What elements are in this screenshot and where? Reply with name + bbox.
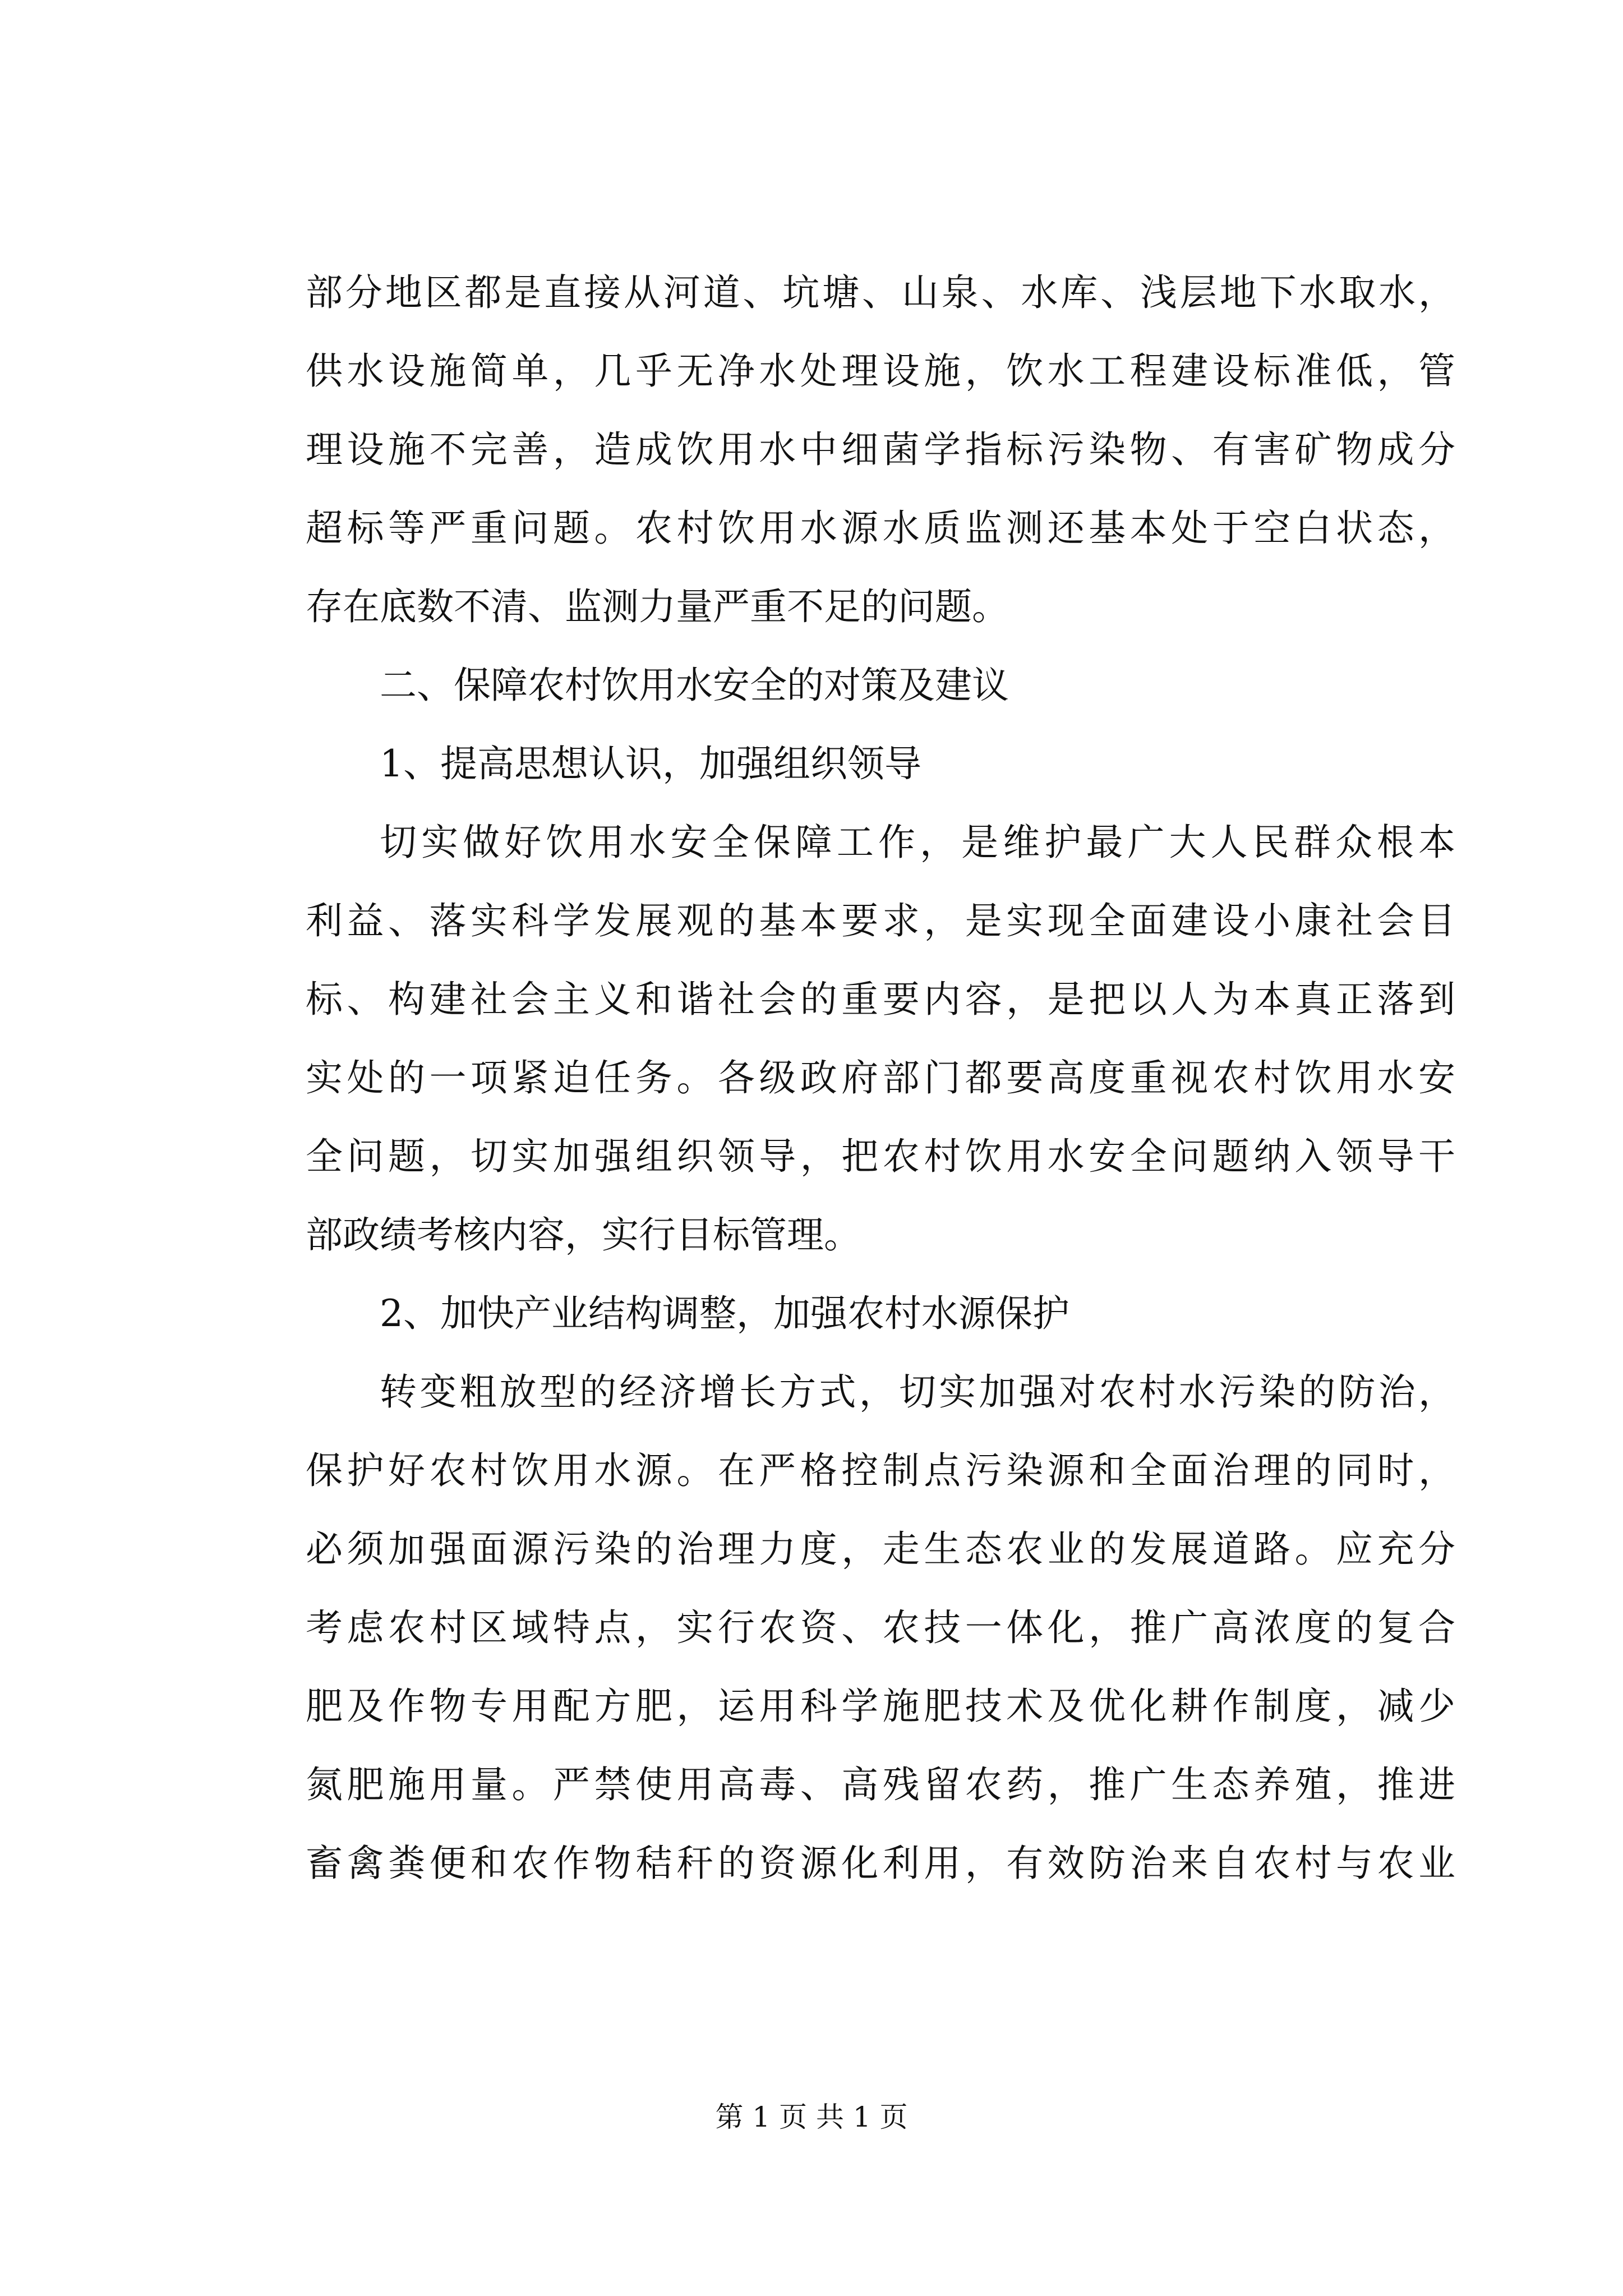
text-line: 利益、落实科学发展观的基本要求，是实现全面建设小康社会目 — [306, 899, 1455, 942]
text-line: 超标等严重问题。农村饮用水源水质监测还基本处于空白状态， — [306, 507, 1455, 550]
document-body — [306, 254, 1455, 1903]
text-line: 标、构建社会主义和谐社会的重要内容，是把以人为本真正落到 — [306, 978, 1455, 1021]
text-line: 存在底数不清、监测力量严重不足的问题。 — [306, 585, 1009, 628]
text-line: 部政绩考核内容，实行目标管理。 — [306, 1213, 861, 1257]
text-line: 肥及作物专用配方肥，运用科学施肥技术及优化耕作制度，减少 — [306, 1685, 1455, 1728]
text-line: 畜禽粪便和农作物秸秆的资源化利用，有效防治来自农村与农业 — [306, 1842, 1455, 1885]
text-line: 氮肥施用量。严禁使用高毒、高残留农药，推广生态养殖，推进 — [306, 1763, 1455, 1806]
text-line: 实处的一项紧迫任务。各级政府部门都要高度重视农村饮用水安 — [306, 1056, 1455, 1099]
text-line: 切实做好饮用水安全保障工作，是维护最广大人民群众根本 — [380, 821, 1455, 864]
text-line: 考虑农村区域特点，实行农资、农技一体化，推广高浓度的复合 — [306, 1606, 1455, 1649]
subsection-heading: 1、提高思想认识，加强组织领导 — [380, 742, 921, 785]
text-line: 转变粗放型的经济增长方式，切实加强对农村水污染的防治， — [380, 1370, 1455, 1414]
section-heading: 二、保障农村饮用水安全的对策及建议 — [380, 664, 1009, 707]
page-footer: 第 1 页 共 1 页 — [715, 2101, 908, 2133]
text-line: 保护好农村饮用水源。在严格控制点污染源和全面治理的同时， — [306, 1449, 1455, 1492]
text-line: 必须加强面源污染的治理力度，走生态农业的发展道路。应充分 — [306, 1527, 1455, 1571]
text-line: 部分地区都是直接从河道、坑塘、山泉、水库、浅层地下水取水， — [306, 271, 1455, 314]
text-line: 全问题，切实加强组织领导，把农村饮用水安全问题纳入领导干 — [306, 1135, 1455, 1178]
text-line: 供水设施简单，几乎无净水处理设施，饮水工程建设标准低，管 — [306, 349, 1455, 393]
subsection-heading: 2、加快产业结构调整，加强农村水源保护 — [380, 1292, 1069, 1335]
text-line: 理设施不完善，造成饮用水中细菌学指标污染物、有害矿物成分 — [306, 428, 1455, 471]
